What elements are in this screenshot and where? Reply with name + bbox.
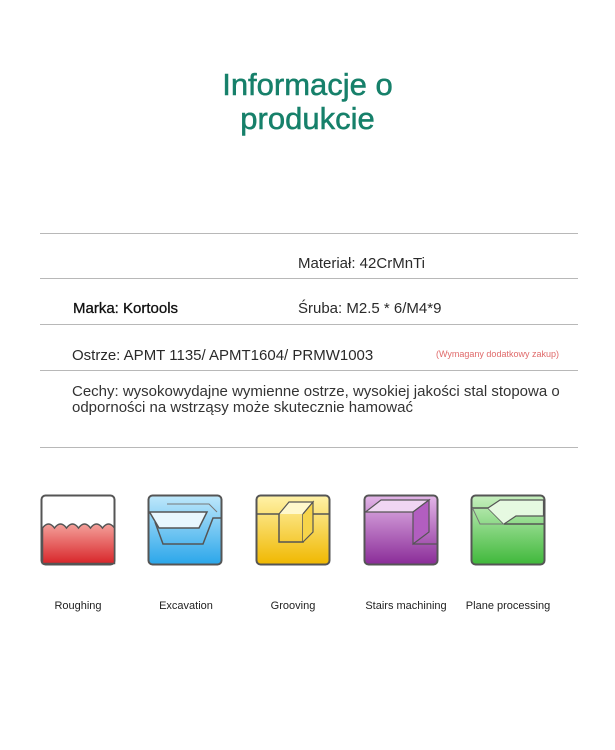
spec-material: Materiał: 42CrMnTi — [298, 255, 425, 272]
divider — [40, 370, 578, 371]
plane-processing-icon — [470, 494, 546, 566]
spec-blades: Ostrze: APMT 1135/ APMT1604/ PRMW1003 — [72, 347, 374, 364]
spec-features: Cechy: wysokowydajne wymienne ostrze, wysokiej jakości stal stopowa o odporności na wstrząsy może skutecznie hamować — [72, 383, 560, 416]
process-label-grooving: Grooving — [270, 600, 316, 612]
grooving-icon — [255, 494, 331, 566]
excavation-icon — [147, 494, 223, 566]
title-line-2: produkcie — [240, 101, 375, 136]
process-label-plane-processing: Plane processing — [465, 600, 551, 612]
title-line-1: Informacje o — [222, 67, 393, 102]
stairs-machining-icon — [363, 494, 439, 566]
divider — [40, 278, 578, 279]
process-label-roughing: Roughing — [54, 600, 102, 612]
process-label-stairs-machining: Stairs machining — [365, 600, 447, 612]
divider — [40, 324, 578, 325]
spec-blades-note: (Wymagany dodatkowy zakup) — [436, 349, 559, 359]
roughing-icon — [40, 494, 116, 566]
divider — [40, 447, 578, 448]
spec-screw: Śruba: M2.5 * 6/M4*9 — [298, 300, 442, 317]
spec-brand: Marka: Kortools — [73, 300, 179, 317]
divider — [40, 233, 578, 234]
process-label-excavation: Excavation — [159, 600, 213, 612]
